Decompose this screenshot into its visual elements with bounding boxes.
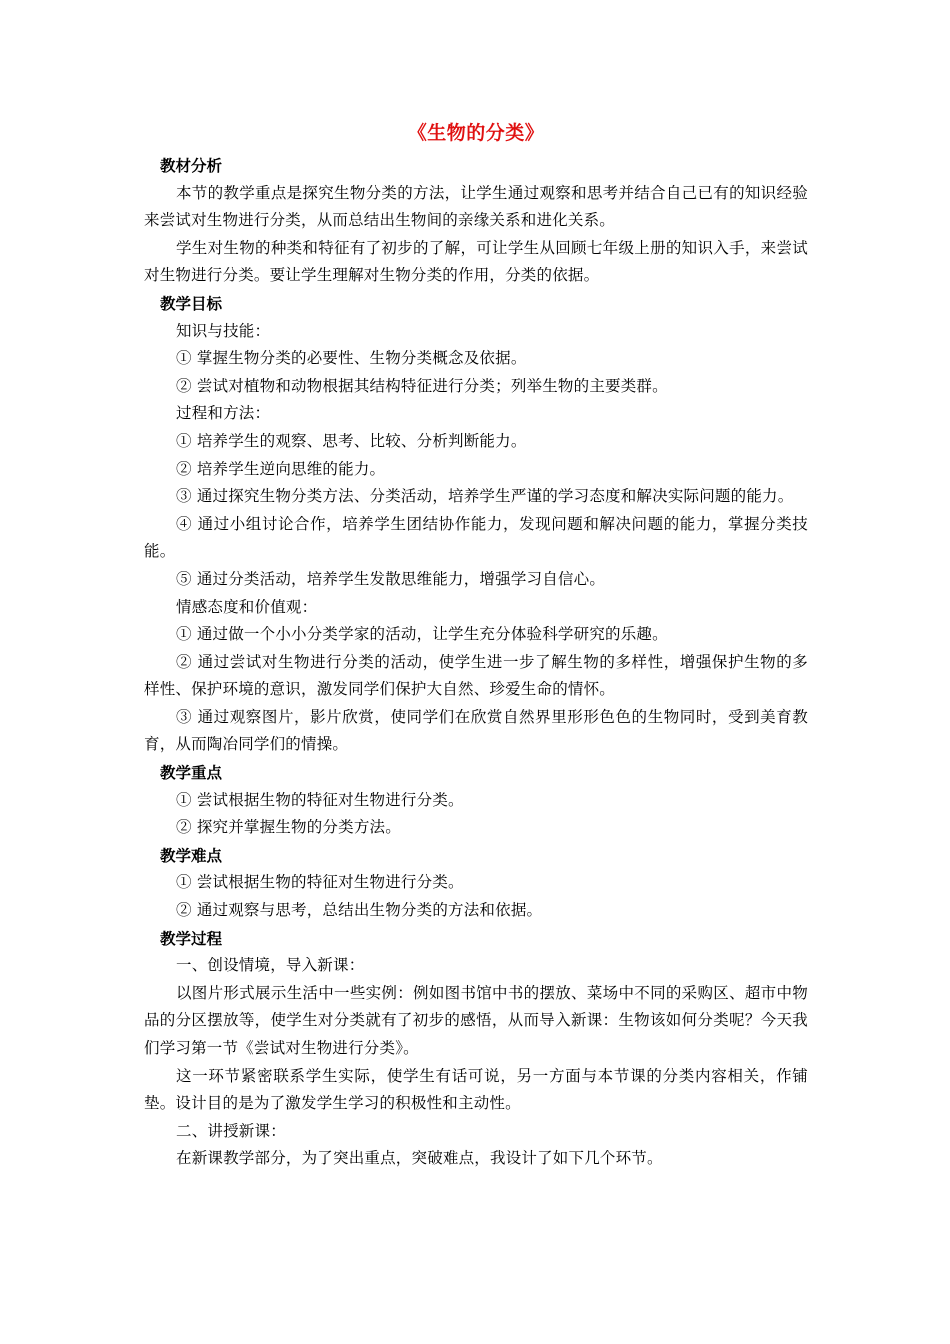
list-item: ③ 通过探究生物分类方法、分类活动，培养学生严谨的学习态度和解决实际问题的能力。 (176, 487, 794, 506)
section-heading-teaching-goals: 教学目标 (160, 293, 223, 313)
list-item: ⑤ 通过分类活动，培养学生发散思维能力，增强学习自信心。 (176, 569, 606, 588)
paragraph: 在新课教学部分，为了突出重点，突破难点，我设计了如下几个环节。 (176, 1149, 663, 1168)
list-item: ③ 通过观察图片，影片欣赏，使同学们在欣赏自然界里形形色色的生物同时，受到美育教育，从而陶冶同学们的情操。 (144, 707, 808, 754)
list-item: ② 尝试对植物和动物根据其结构特征进行分类；列举生物的主要类群。 (176, 376, 668, 395)
list-item: ① 尝试根据生物的特征对生物进行分类。 (176, 790, 464, 809)
list-item: ① 通过做一个小小分类学家的活动，让学生充分体验科学研究的乐趣。 (176, 625, 668, 644)
section-heading-key-points: 教学重点 (160, 763, 223, 783)
paragraph: 以图片形式展示生活中一些实例：例如图书馆中书的摆放、菜场中不同的采购区、超市中物品的分区摆放等，使学生对分类就有了初步的感悟，从而导入新课：生物该如何分类呢？今天我们学习第一节《尝试对生物进行分类》。 (144, 983, 808, 1057)
list-item: ② 培养学生逆向思维的能力。 (176, 459, 386, 478)
paragraph: 一、创设情境，导入新课： (176, 956, 365, 975)
section-heading-textbook-analysis: 教材分析 (160, 156, 223, 175)
section-heading-difficulties: 教学难点 (160, 845, 223, 865)
subheading-attitude: 情感态度和价值观： (176, 597, 318, 616)
paragraph: 二、讲授新课： (176, 1121, 286, 1140)
paragraph: 学生对生物的种类和特征有了初步的了解，可让学生从回顾七年级上册的知识入手，来尝试对生物进行分类。要让学生理解对生物分类的作用，分类的依据。 (144, 238, 808, 285)
list-item: ① 掌握生物分类的必要性、生物分类概念及依据。 (176, 349, 527, 368)
list-item: ④ 通过小组讨论合作，培养学生团结协作能力，发现问题和解决问题的能力，掌握分类技能。 (144, 514, 808, 561)
subheading-knowledge: 知识与技能： (176, 321, 271, 340)
paragraph: 这一环节紧密联系学生实际，使学生有话可说，另一方面与本节课的分类内容相关，作铺垫。设计目的是为了激发学生学习的积极性和主动性。 (144, 1066, 808, 1113)
document-page (144, 118, 808, 1173)
paragraph: 本节的教学重点是探究生物分类的方法，让学生通过观察和思考并结合自己已有的知识经验来尝试对生物进行分类，从而总结出生物间的亲缘关系和进化关系。 (144, 183, 808, 230)
section-heading-process: 教学过程 (160, 928, 223, 948)
list-item: ② 探究并掌握生物的分类方法。 (176, 818, 401, 837)
subheading-process: 过程和方法： (176, 404, 271, 423)
document-title: 《生物的分类》 (407, 122, 545, 144)
list-item: ① 培养学生的观察、思考、比较、分析判断能力。 (176, 431, 527, 450)
list-item: ① 尝试根据生物的特征对生物进行分类。 (176, 873, 464, 892)
list-item: ② 通过尝试对生物进行分类的活动，使学生进一步了解生物的多样性，增强保护生物的多样性、保护环境的意识，激发同学们保护大自然、珍爱生命的情怀。 (144, 652, 808, 699)
list-item: ② 通过观察与思考，总结出生物分类的方法和依据。 (176, 901, 543, 920)
